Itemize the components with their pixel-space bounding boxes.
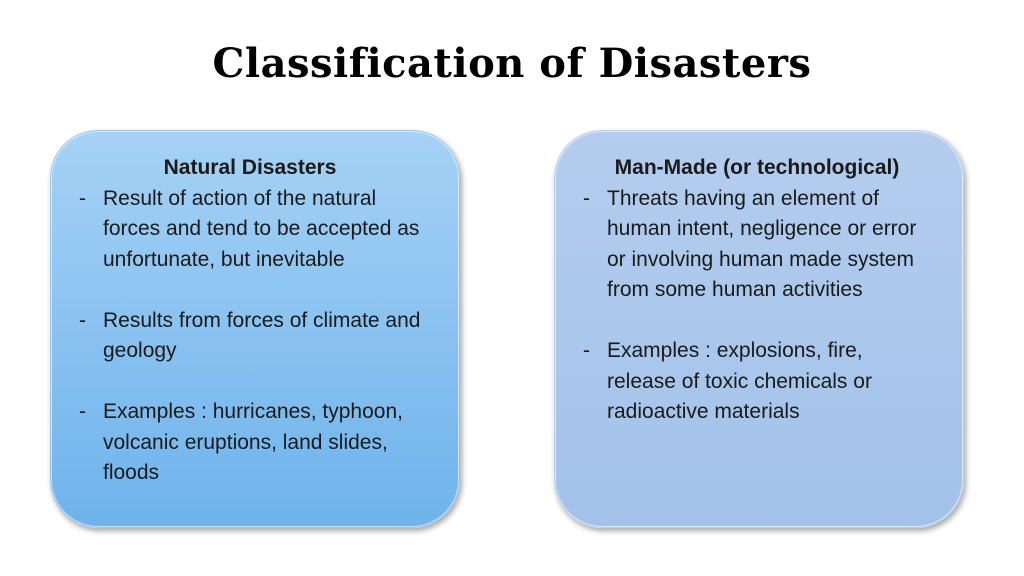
bullet-dash: -: [79, 308, 86, 332]
natural-disasters-heading: Natural Disasters: [163, 156, 337, 179]
bullet-dash: -: [583, 186, 590, 210]
list-item: [579, 184, 935, 306]
slide-title: Classification of Disasters: [212, 40, 812, 87]
man-made-disasters-card: [554, 130, 964, 528]
man-made-disasters-list: [579, 184, 935, 428]
bullet-dash: -: [79, 186, 86, 210]
point-text: Examples : hurricanes, typhoon, volcanic eruptions, land slides, floods: [103, 400, 403, 484]
list-item: [579, 336, 935, 428]
point-text: Examples : explosions, fire, release of toxic chemicals or radioactive materials: [607, 339, 872, 423]
list-item: [75, 397, 431, 489]
bullet-dash: -: [79, 400, 86, 423]
point-text: Results from forces of climate and geology: [103, 308, 421, 362]
point-text: Result of action of the natural forces and tend to be accepted as unfortunate, but inevitable: [103, 186, 420, 271]
list-item: [75, 184, 431, 276]
bullet-dash: -: [583, 339, 590, 362]
natural-disasters-list: [75, 184, 431, 489]
man-made-disasters-heading: Man-Made (or technological): [614, 156, 900, 179]
list-item: [75, 306, 431, 367]
point-text: Threats having an element of human intent, negligence or error or involving human made system from some human activities: [607, 186, 917, 301]
natural-disasters-card: [50, 130, 460, 528]
